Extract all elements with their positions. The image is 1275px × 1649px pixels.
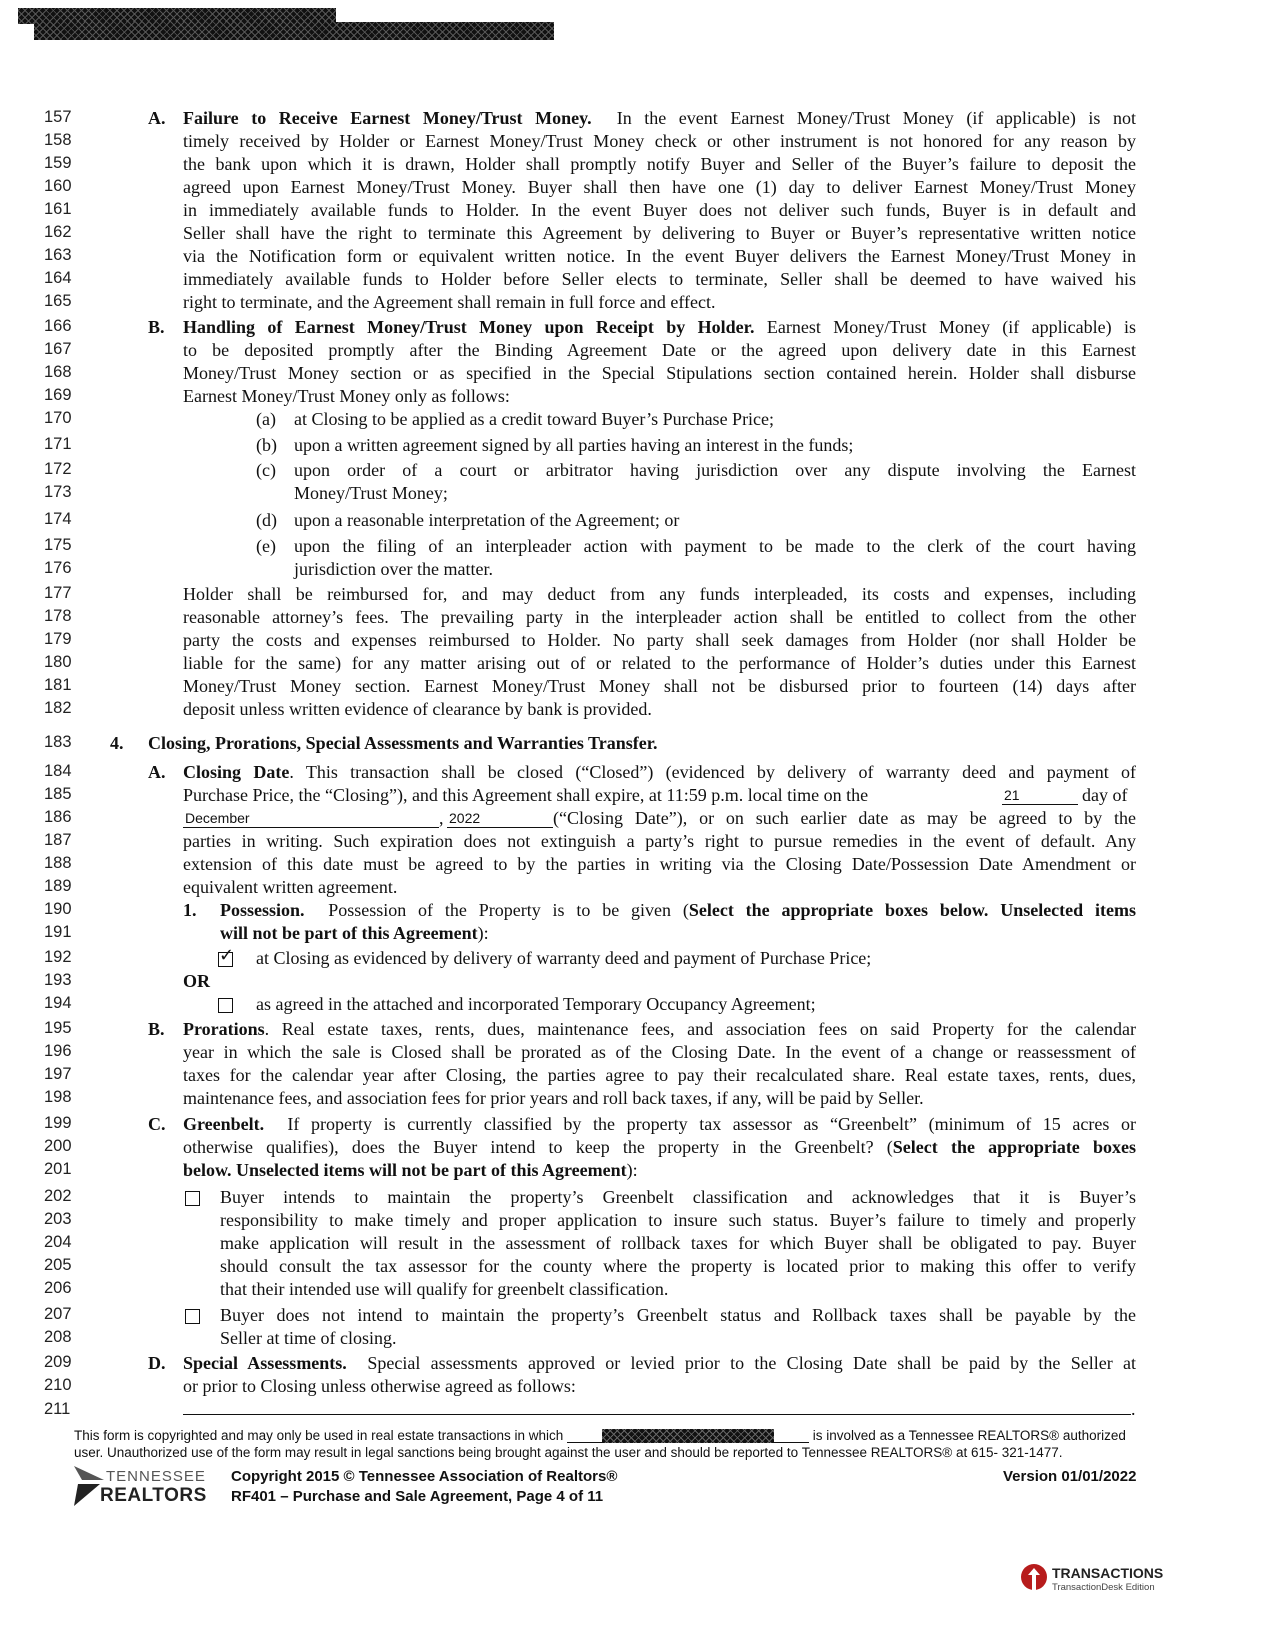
line-number: 189 (44, 877, 72, 895)
list-item: upon the filing of an interpleader action with payment to be made to the clerk of the court having (294, 536, 1136, 556)
comma: , (439, 808, 444, 828)
paragraph-line: responsibility to make timely and proper application to insure such status. Buyer’s failure to timely and properly (220, 1210, 1136, 1230)
line-number: 203 (44, 1210, 72, 1228)
line-number: 165 (44, 292, 72, 310)
line-number: 183 (44, 733, 72, 751)
paragraph-line: liable for the same) for any matter arising out of or related to the performance of Holder’s duties under this Earnest (183, 653, 1136, 673)
transactiondesk-logo-icon (1020, 1563, 1048, 1597)
section-title: Prorations (183, 1019, 265, 1039)
paragraph-line: that their intended use will qualify for greenbelt classification. (220, 1279, 669, 1299)
list-item: jurisdiction over the matter. (294, 559, 493, 579)
td-title: TRANSACTIONS (1052, 1565, 1164, 1581)
line-number: 168 (44, 363, 72, 381)
paragraph-line: year in which the sale is Closed shall be prorated as of the Closing Date. In the event of a change or reassessment of (183, 1042, 1136, 1062)
footer-blank (774, 1430, 809, 1443)
paragraph-line: timely received by Holder or Earnest Money/Trust Money check or other instrument is not honored for any reason by (183, 131, 1136, 151)
paragraph-line: in immediately available funds to Holder. In the event Buyer does not deliver such funds, Buyer is in default and (183, 200, 1136, 220)
line-number: 196 (44, 1042, 72, 1060)
text-span: below. Unselected items will not be part of this Agreement (183, 1160, 627, 1180)
paragraph-line: party the costs and expenses reimbursed to Holder. No party shall seek damages from Holder (nor shall Holder be (183, 630, 1136, 650)
paragraph-line: Purchase Price, the “Closing”), and this Agreement shall expire, at 11:59 p.m. local time on the (183, 785, 869, 805)
line-number: 177 (44, 584, 72, 602)
section-heading: Closing, Prorations, Special Assessments and Warranties Transfer. (148, 733, 658, 753)
list-item: upon a written agreement signed by all parties having an interest in the funds; (294, 435, 854, 455)
paragraph-line: extension of this date must be agreed to by the parties in writing via the Closing Date/Possession Date Amendment or (183, 854, 1136, 874)
section-label: A. (148, 762, 166, 782)
paragraph-line: via the Notification form or equivalent written notice. In the event Buyer delivers the Earnest Money/Trust Money in (183, 246, 1136, 266)
text-span: Possession of the Property is to be given ( (328, 900, 689, 920)
paragraph-line (183, 1018, 1136, 1040)
text-span: . This transaction shall be closed (“Closed”) (evidenced by delivery of warranty deed and payment of (289, 762, 1137, 782)
section-title: Greenbelt. (183, 1114, 265, 1134)
paragraph-line (183, 1352, 1136, 1374)
text-span: ): (626, 1160, 638, 1180)
closing-year-field[interactable]: 2022 (447, 809, 553, 828)
special-assessments-field[interactable] (183, 1396, 1131, 1415)
text-span: If property is currently classified by the property tax assessor as “Greenbelt” (minimum of 15 acres or (287, 1114, 1136, 1134)
line-number: 192 (44, 948, 72, 966)
paragraph-line: to be deposited promptly after the Binding Agreement Date or the agreed upon delivery date in this Earnest (183, 340, 1136, 360)
paragraph-line: Holder shall be reimbursed for, and may deduct from any funds interpleaded, its costs and expenses, including (183, 584, 1136, 604)
line-number: 174 (44, 510, 72, 528)
line-number: 194 (44, 994, 72, 1012)
line-number: 210 (44, 1376, 72, 1394)
paragraph-line: Buyer intends to maintain the property’s Greenbelt classification and acknowledges that it is Buyer’s (220, 1187, 1136, 1207)
form-id: RF401 – Purchase and Sale Agreement, Page 4 of 11 (231, 1488, 604, 1505)
paragraph-line: parties in writing. Such expiration does not extinguish a party’s right to pursue remedies in the event of default. Any (183, 831, 1136, 851)
paragraph-line (183, 1159, 638, 1181)
copyright: Copyright 2015 © Tennessee Association of Realtors® (231, 1468, 618, 1485)
paragraph-line (183, 761, 1136, 783)
line-number: 188 (44, 854, 72, 872)
transactiondesk-logo (1020, 1563, 1190, 1601)
text-span: will not be part of this Agreement (220, 923, 478, 943)
text-span: Select the appropriate boxes (892, 1137, 1136, 1157)
version: Version 01/01/2022 (1003, 1468, 1137, 1485)
paragraph-line (183, 316, 1136, 338)
paragraph-line: right to terminate, and the Agreement shall remain in full force and effect. (183, 292, 716, 312)
paragraph-line (220, 899, 1136, 921)
logo-top: TENNESSEE (106, 1468, 206, 1485)
footer-blank (567, 1430, 602, 1443)
paragraph-line: day of (1082, 785, 1128, 805)
line-number: 181 (44, 676, 72, 694)
line-number: 173 (44, 483, 72, 501)
logo-bottom: REALTORS (100, 1485, 207, 1506)
greenbelt-not-maintain-checkbox[interactable] (185, 1309, 200, 1324)
line-number: 159 (44, 154, 72, 172)
line-number: 169 (44, 386, 72, 404)
text-span: ): (477, 923, 489, 943)
list-item-key: (b) (256, 435, 277, 455)
paragraph-line: immediately available funds to Holder before Seller elects to terminate, Seller shall be deemed to have waived his (183, 269, 1136, 289)
line-number: 172 (44, 460, 72, 478)
list-item: upon order of a court or arbitrator having jurisdiction over any dispute involving the Earnest (294, 460, 1136, 480)
footer-line: user. Unauthorized use of the form may result in legal sanctions being brought against the user and should be reported to Tennessee REALTORS® at 615- 321-1477. (74, 1445, 1063, 1460)
paragraph-line (183, 107, 1136, 129)
footer-line (74, 1428, 1126, 1443)
line-number: 195 (44, 1019, 72, 1037)
greenbelt-maintain-checkbox[interactable] (185, 1191, 200, 1206)
period: . (1131, 1399, 1136, 1419)
line-number: 175 (44, 536, 72, 554)
section-title: Special Assessments. (183, 1353, 347, 1373)
closing-month-field[interactable]: December (183, 809, 439, 828)
redacted-licensee (602, 1429, 774, 1443)
line-number: 204 (44, 1233, 72, 1251)
section-title: Handling of Earnest Money/Trust Money upon Receipt by Holder. (183, 317, 755, 337)
line-number: 178 (44, 607, 72, 625)
paragraph-line (183, 1113, 1136, 1135)
text-span: This form is copyrighted and may only be used in real estate transactions in which (74, 1428, 564, 1443)
line-number: 176 (44, 559, 72, 577)
section-label: A. (148, 108, 166, 128)
line-number: 197 (44, 1065, 72, 1083)
line-number: 167 (44, 340, 72, 358)
line-number: 198 (44, 1088, 72, 1106)
paragraph-line: maintenance fees, and association fees for prior years and roll back taxes, if any, will be paid by Seller. (183, 1088, 924, 1108)
section-title: Closing Date (183, 762, 290, 782)
line-number: 160 (44, 177, 72, 195)
redacted-header-bar (34, 22, 554, 40)
section-label: B. (148, 1019, 165, 1039)
line-number: 166 (44, 317, 72, 335)
option-label: as agreed in the attached and incorporated Temporary Occupancy Agreement; (256, 994, 816, 1014)
paragraph-line: make application will result in the assessment of rollback taxes for which Buyer shall be obligated to pay. Buyer (220, 1233, 1136, 1253)
paragraph-line: Seller at time of closing. (220, 1328, 397, 1348)
td-subtitle: TransactionDesk Edition (1052, 1582, 1155, 1593)
possession-temporary-occupancy-checkbox[interactable] (218, 998, 233, 1013)
line-number: 201 (44, 1160, 72, 1178)
subsection-title: Possession. (220, 900, 305, 920)
paragraph-line: taxes for the calendar year after Closing, the parties agree to pay their recalculated share. Real estate taxes, rents, dues, (183, 1065, 1136, 1085)
line-number: 182 (44, 699, 72, 717)
line-number: 191 (44, 923, 72, 941)
paragraph-line (183, 1136, 1136, 1158)
text-span: . Real estate taxes, rents, dues, maintenance fees, and association fees on said Property for the calendar (264, 1019, 1136, 1039)
paragraph-line: Earnest Money/Trust Money only as follows: (183, 386, 510, 406)
tennessee-realtors-logo (74, 1466, 207, 1512)
text-span: In the event Earnest Money/Trust Money (if applicable) is not (616, 108, 1136, 128)
paragraph-line: Money/Trust Money section. Earnest Money/Trust Money shall not be disbursed prior to fourteen (14) days after (183, 676, 1136, 696)
line-number: 164 (44, 269, 72, 287)
checkmark-icon: ✓ (219, 945, 235, 966)
line-number: 202 (44, 1187, 72, 1205)
line-number: 193 (44, 971, 72, 989)
line-number: 171 (44, 435, 72, 453)
line-number: 162 (44, 223, 72, 241)
text-span: Special assessments approved or levied prior to the Closing Date shall be paid by the Seller at (367, 1353, 1136, 1373)
subsection-number: 1. (183, 900, 197, 920)
line-number: 185 (44, 785, 72, 803)
line-number: 206 (44, 1279, 72, 1297)
paragraph-line (220, 922, 489, 944)
line-number: 187 (44, 831, 72, 849)
line-number: 211 (44, 1400, 71, 1418)
line-number: 207 (44, 1305, 72, 1323)
paragraph-line: equivalent written agreement. (183, 877, 398, 897)
line-number: 190 (44, 900, 72, 918)
text-span: Select the appropriate boxes below. Unselected items (688, 900, 1136, 920)
list-item-key: (e) (256, 536, 276, 556)
paragraph-line: (“Closing Date”), or on such earlier date as may be agreed to by the (553, 808, 1136, 828)
paragraph-line: deposit unless written evidence of clearance by bank is provided. (183, 699, 652, 719)
section-label: C. (148, 1114, 166, 1134)
line-number: 186 (44, 808, 72, 826)
section-title: Failure to Receive Earnest Money/Trust Money. (183, 108, 592, 128)
line-number: 170 (44, 409, 72, 427)
line-number: 163 (44, 246, 72, 264)
paragraph-line: reasonable attorney’s fees. The prevailing party in the interpleader action shall be entitled to collect from the other (183, 607, 1136, 627)
list-item-key: (d) (256, 510, 277, 530)
section-label: D. (148, 1353, 166, 1373)
list-item: Money/Trust Money; (294, 483, 448, 503)
line-number: 179 (44, 630, 72, 648)
list-item-key: (c) (256, 460, 276, 480)
possession-at-closing-checkbox[interactable] (218, 945, 235, 967)
option-label: at Closing as evidenced by delivery of warranty deed and payment of Purchase Price; (256, 948, 872, 968)
line-number: 157 (44, 108, 72, 126)
list-item-key: (a) (256, 409, 276, 429)
paragraph-line: or prior to Closing unless otherwise agreed as follows: (183, 1376, 576, 1396)
line-number: 180 (44, 653, 72, 671)
closing-day-field[interactable]: 21 (1002, 786, 1078, 805)
line-number: 199 (44, 1114, 72, 1132)
line-number: 205 (44, 1256, 72, 1274)
paragraph-line: should consult the tax assessor for the county where the property is located prior to making this offer to verify (220, 1256, 1136, 1276)
text-span: otherwise qualifies), does the Buyer intend to keep the property in the Greenbelt? ( (183, 1137, 893, 1157)
section-label: B. (148, 317, 165, 337)
list-item: upon a reasonable interpretation of the Agreement; or (294, 510, 680, 530)
paragraph-line: Money/Trust Money section or as specified in the Special Stipulations section contained herein. Holder shall disburse (183, 363, 1136, 383)
paragraph-line: Seller shall have the right to terminate this Agreement by delivering to Buyer or Buyer’s representative written notice (183, 223, 1136, 243)
paragraph-line: Buyer does not intend to maintain the property’s Greenbelt status and Rollback taxes shall be payable by the (220, 1305, 1136, 1325)
section-number: 4. (110, 733, 124, 753)
line-number: 161 (44, 200, 72, 218)
line-number: 208 (44, 1328, 72, 1346)
paragraph-line: agreed upon Earnest Money/Trust Money. Buyer shall then have one (1) day to deliver Earnest Money/Trust Money (183, 177, 1136, 197)
line-number: 184 (44, 762, 72, 780)
line-number: 200 (44, 1137, 72, 1155)
list-item: at Closing to be applied as a credit toward Buyer’s Purchase Price; (294, 409, 775, 429)
text-span: is involved as a Tennessee REALTORS® authorized (812, 1428, 1126, 1443)
paragraph-line: the bank upon which it is drawn, Holder shall promptly notify Buyer and Seller of the Buyer’s failure to deposit the (183, 154, 1136, 174)
line-number: 158 (44, 131, 72, 149)
text-span: Earnest Money/Trust Money (if applicable) is (766, 317, 1137, 337)
or-label: OR (183, 971, 210, 991)
line-number: 209 (44, 1353, 72, 1371)
